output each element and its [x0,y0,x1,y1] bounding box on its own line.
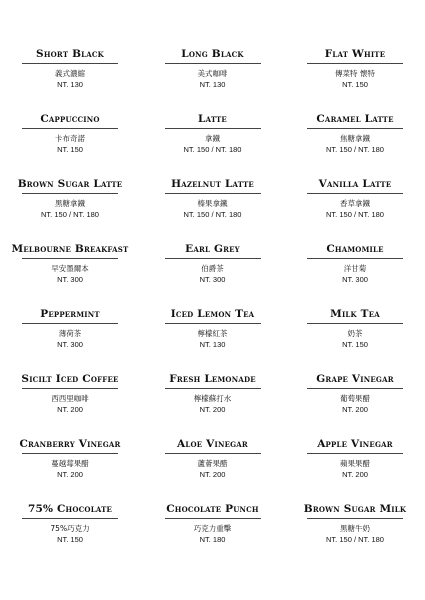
item-name: Iced Lemon Tea [170,308,255,320]
item-divider [165,128,261,129]
item-chinese-name: 拿鐵 [205,134,220,143]
item-chinese-name: 卡布奇諾 [55,134,85,143]
menu-item [0,372,140,437]
item-divider [165,453,261,454]
item-price: NT. 150 [342,80,368,89]
menu-item [285,307,425,372]
menu-item [285,437,425,502]
item-price: NT. 200 [57,405,83,414]
menu-item [140,177,285,242]
item-price: NT. 150 / NT. 180 [41,210,99,219]
item-price: NT. 200 [199,470,226,479]
item-price: NT. 300 [199,275,226,284]
item-divider [165,63,261,64]
item-divider [307,128,403,129]
item-chinese-name: 巧克力重擊 [193,524,232,533]
item-name: Flat White [324,48,386,60]
item-price: NT. 150 / NT. 180 [326,145,384,154]
item-divider [307,518,403,519]
item-chinese-name: 檸檬紅茶 [197,329,228,338]
item-price: NT. 130 [199,80,226,89]
menu-item [140,502,285,567]
menu-item [0,47,140,112]
item-divider [22,63,118,64]
item-divider [307,453,403,454]
item-chinese-name: 黑糖牛奶 [340,524,370,533]
item-name: Grape Vinegar [316,373,394,385]
menu-item [285,177,425,242]
menu-item [0,112,140,177]
item-name: Short Black [36,48,104,60]
item-chinese-name: 香草拿鐵 [340,199,370,208]
item-chinese-name: 蘋果果醋 [340,459,370,468]
item-chinese-name: 檸檬蘇打水 [193,394,232,403]
item-price: NT. 150 [57,145,83,154]
item-price: NT. 300 [342,275,368,284]
item-name: Fresh Lemonade [169,373,256,385]
item-name: Sicilt Iced Coffee [21,373,119,385]
item-name: Vanilla Latte [318,178,392,190]
item-chinese-name: 蘆薈果醋 [197,459,228,468]
item-divider [165,323,261,324]
item-price: NT. 180 [199,535,226,544]
item-divider [22,453,118,454]
item-name: 75% Chocolate [27,503,113,515]
item-divider [307,63,403,64]
item-chinese-name: 榛果拿鐵 [197,199,228,208]
item-divider [307,193,403,194]
item-name: Chamomile [326,243,384,255]
item-divider [22,323,118,324]
item-chinese-name: 伯爵茶 [201,264,224,273]
item-name: Chocolate Punch [166,503,259,515]
item-price: NT. 200 [57,470,83,479]
item-divider [22,518,118,519]
item-price: NT. 150 [57,535,83,544]
item-name: Cranberry Vinegar [19,438,121,450]
menu-item [285,242,425,307]
item-chinese-name: 黑糖拿鐵 [55,199,85,208]
item-divider [22,193,118,194]
item-price: NT. 200 [342,405,368,414]
item-chinese-name: 葡萄果醋 [340,394,370,403]
item-price: NT. 150 [342,340,368,349]
item-name: Brown Sugar Milk [303,503,407,515]
item-divider [165,193,261,194]
menu-item [0,177,140,242]
item-name: Brown Sugar Latte [17,178,123,190]
menu-item [0,307,140,372]
menu-item [285,372,425,437]
item-price: NT. 130 [57,80,83,89]
item-price: NT. 300 [57,340,83,349]
item-divider [307,323,403,324]
item-name: Apple Vinegar [317,438,393,450]
item-name: Peppermint [40,308,100,320]
item-chinese-name: 奶茶 [347,329,363,338]
item-chinese-name: 傳菜特 懷特 [335,69,375,78]
menu-item [285,112,425,177]
item-chinese-name: 75%巧克力 [50,524,90,533]
menu-item [0,437,140,502]
item-name: Aloe Vinegar [177,438,248,450]
item-name: Latte [198,113,227,125]
item-chinese-name: 西西里咖啡 [51,394,89,403]
item-price: NT. 150 / NT. 180 [326,535,384,544]
item-price: NT. 200 [342,470,368,479]
item-name: Long Black [181,48,244,60]
item-price: NT. 150 / NT. 180 [183,145,242,154]
item-divider [165,388,261,389]
item-price: NT. 130 [199,340,226,349]
item-divider [22,388,118,389]
item-price: NT. 200 [199,405,226,414]
item-chinese-name: 焦糖拿鐵 [340,134,370,143]
item-chinese-name: 蔓越莓果醋 [51,459,89,468]
menu-item [0,502,140,567]
item-chinese-name: 薄荷茶 [58,329,82,338]
menu-item [0,242,140,307]
item-name: Hazelnut Latte [171,178,254,190]
menu-item [140,112,285,177]
menu-item [285,502,425,567]
item-price: NT. 300 [57,275,83,284]
item-price: NT. 150 / NT. 180 [183,210,242,219]
menu-item [140,47,285,112]
item-chinese-name: 早安墨爾本 [51,264,89,273]
item-divider [307,258,403,259]
item-divider [22,258,118,259]
menu-item [140,242,285,307]
menu-item [140,372,285,437]
menu-grid [0,47,425,567]
item-chinese-name: 義式濃縮 [55,69,85,78]
item-name: Melbourne Breakfast [11,243,129,255]
item-divider [307,388,403,389]
item-divider [165,258,261,259]
item-name: Milk Tea [330,308,380,320]
menu-item [140,437,285,502]
item-price: NT. 150 / NT. 180 [326,210,384,219]
item-divider [165,518,261,519]
item-name: Cappuccino [40,113,100,125]
menu-item [285,47,425,112]
item-divider [22,128,118,129]
item-chinese-name: 美式咖啡 [197,69,228,78]
item-name: Earl Grey [185,243,240,255]
item-name: Caramel Latte [316,113,394,125]
item-chinese-name: 洋甘菊 [343,264,367,273]
menu-item [140,307,285,372]
